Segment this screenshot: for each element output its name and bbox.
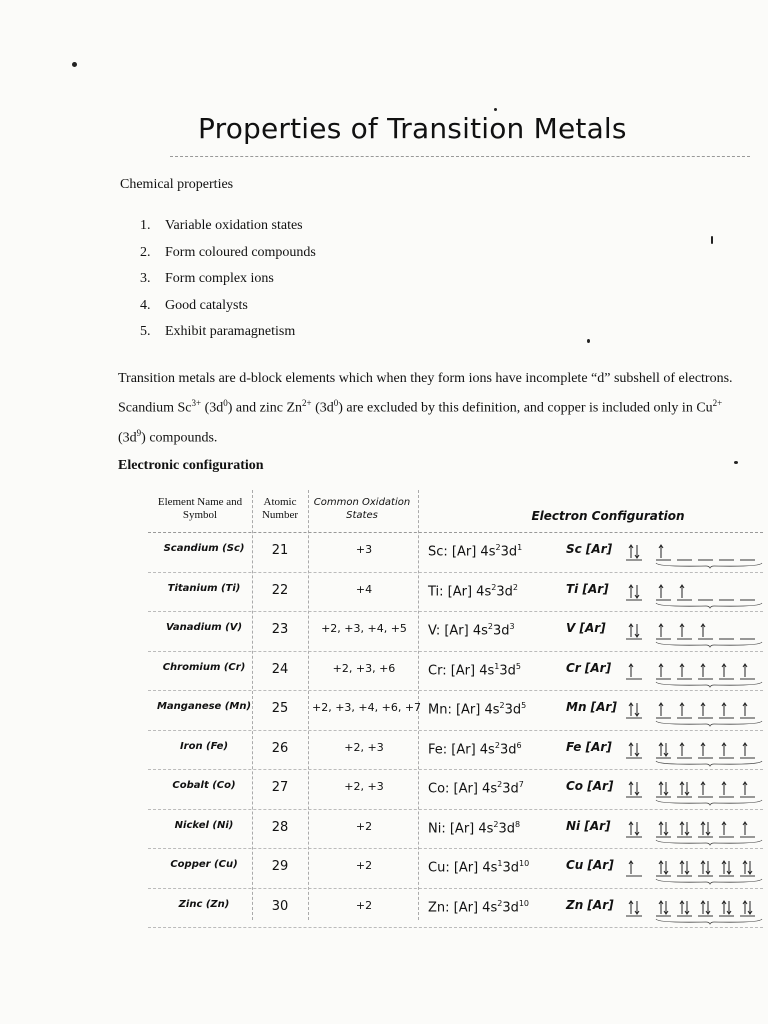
table-row — [148, 691, 763, 731]
spin-down-arrow — [706, 822, 710, 835]
spin-down-arrow — [635, 743, 639, 756]
orbital-brace — [656, 840, 762, 845]
spin-up-arrow — [659, 585, 663, 598]
orbital-label: Fe [Ar] — [566, 739, 612, 754]
oxidation-cell: +2, +3, +4, +5 — [321, 622, 407, 635]
spin-up-arrow — [680, 901, 684, 914]
spin-up-arrow — [680, 822, 684, 835]
configuration-cell: Ni: [Ar] $4s^23d^8$ — [428, 819, 521, 836]
spin-up-arrow — [680, 585, 684, 598]
header-atomic-number: Atomic Number — [261, 496, 299, 521]
orbital-label: Ni [Ar] — [566, 818, 611, 833]
orbital-brace — [656, 919, 762, 924]
atomic-number-cell: 24 — [271, 661, 289, 677]
header-oxidation-states: Common Oxidation States — [313, 497, 411, 521]
spin-down-arrow — [635, 703, 639, 716]
spin-down-arrow — [748, 901, 752, 914]
orbital-label: Ti [Ar] — [566, 581, 609, 596]
property-number: 2. — [140, 244, 151, 260]
oxidation-cell: +2, +3, +4, +6, +7 — [312, 701, 422, 714]
property-number: 5. — [140, 324, 151, 339]
spin-up-arrow — [722, 861, 726, 874]
configuration-cell: Mn: [Ar] $4s^23d^5$ — [428, 701, 527, 718]
element-cell: Cobalt (Co) — [172, 780, 236, 791]
spin-up-arrow — [743, 664, 747, 677]
orbital-diagram — [566, 737, 766, 767]
orbital-brace — [656, 642, 762, 647]
spin-down-arrow — [664, 743, 668, 756]
property-item — [140, 245, 316, 272]
oxidation-cell: +2, +3 — [344, 780, 384, 793]
spin-up-arrow — [680, 861, 684, 874]
atomic-number-cell: 26 — [271, 740, 289, 756]
title-underline — [170, 156, 750, 157]
oxidation-cell: +4 — [355, 582, 373, 596]
atomic-number-cell: 27 — [271, 780, 289, 795]
spin-up-arrow — [680, 743, 684, 756]
spin-down-arrow — [635, 782, 639, 795]
spin-up-arrow — [659, 743, 663, 756]
table-row — [148, 810, 763, 850]
spin-down-arrow — [635, 822, 639, 835]
property-item — [140, 298, 316, 325]
spin-down-arrow — [664, 822, 668, 835]
property-number: 4. — [140, 297, 151, 313]
element-cell: Zinc (Zn) — [178, 898, 230, 910]
configuration-cell: Zn: [Ar] $4s^23d^{10}$ — [428, 898, 530, 915]
atomic-number-cell: 29 — [271, 859, 289, 874]
table-row — [148, 849, 763, 889]
spin-up-arrow — [680, 624, 684, 637]
element-cell: Copper (Cu) — [170, 859, 238, 870]
spin-up-arrow — [701, 703, 705, 716]
spin-up-arrow — [743, 703, 747, 716]
spin-up-arrow — [680, 664, 684, 677]
configuration-cell: Co: [Ar] $4s^23d^7$ — [428, 780, 524, 797]
orbital-brace — [656, 879, 762, 884]
atomic-number-cell: 22 — [271, 582, 289, 598]
element-cell: Iron (Fe) — [179, 740, 229, 752]
scan-speck — [734, 461, 738, 464]
element-cell: Vanadium (V) — [165, 622, 243, 633]
header-electron-configuration: Electron Configuration — [531, 509, 685, 523]
table-row — [148, 533, 763, 573]
properties-list — [140, 218, 316, 351]
configuration-cell: Cu: [Ar] $4s^13d^{10}$ — [428, 859, 530, 876]
electronic-configuration-heading: Electronic configuration — [118, 458, 264, 473]
spin-up-arrow — [680, 782, 684, 795]
spin-up-arrow — [701, 782, 705, 795]
scan-speck — [587, 339, 590, 343]
orbital-brace — [656, 800, 762, 805]
spin-down-arrow — [685, 901, 689, 914]
spin-up-arrow — [743, 822, 747, 835]
spin-up-arrow — [659, 624, 663, 637]
spin-up-arrow — [629, 901, 633, 914]
spin-down-arrow — [664, 782, 668, 795]
element-cell: Titanium (Ti) — [167, 582, 241, 594]
orbital-diagram — [566, 776, 766, 806]
atomic-number-cell: 23 — [271, 622, 289, 637]
atomic-number-cell: 25 — [271, 701, 289, 716]
spin-up-arrow — [743, 901, 747, 914]
orbital-diagram — [566, 618, 766, 648]
table-header — [148, 490, 763, 533]
orbital-diagram — [566, 579, 766, 609]
oxidation-cell: +2 — [355, 859, 373, 872]
header-element: Element Name and Symbol — [157, 496, 243, 521]
spin-down-arrow — [706, 901, 710, 914]
table-row — [148, 770, 763, 810]
table-row — [148, 889, 763, 929]
oxidation-cell: +3 — [355, 543, 373, 556]
orbital-label: Cr [Ar] — [566, 660, 612, 675]
orbital-brace — [656, 761, 762, 766]
spin-up-arrow — [701, 664, 705, 677]
orbital-diagram — [566, 697, 766, 727]
spin-up-arrow — [629, 545, 633, 558]
element-cell: Chromium (Cr) — [162, 661, 246, 673]
orbital-label: Co [Ar] — [566, 779, 614, 793]
spin-up-arrow — [629, 664, 633, 677]
spin-up-arrow — [629, 782, 633, 795]
spin-down-arrow — [706, 861, 710, 874]
scan-speck — [494, 108, 497, 111]
spin-up-arrow — [629, 624, 633, 637]
orbital-diagram — [566, 658, 766, 688]
spin-up-arrow — [659, 822, 663, 835]
definition-paragraph: Transition metals are d-block elements which when they form ions have incomplete “d” subshell of electrons. Scandium $Sc^{3+}$ $(3d^0)$ and zinc $Zn^{2+}$ $(3d^0)$ are excluded by this definition, and copper is included only in $Cu^{2+}$ $(3d^9)$ compounds. — [118, 371, 733, 446]
spin-up-arrow — [701, 901, 705, 914]
orbital-label: Zn [Ar] — [566, 897, 614, 912]
spin-down-arrow — [685, 782, 689, 795]
spin-down-arrow — [635, 585, 639, 598]
orbital-label: Cu [Ar] — [566, 858, 614, 872]
orbital-diagram — [566, 895, 766, 925]
spin-down-arrow — [685, 822, 689, 835]
oxidation-cell: +2, +3 — [344, 740, 384, 754]
configuration-cell: Ti: [Ar] $4s^23d^2$ — [428, 582, 518, 599]
table-row — [148, 731, 763, 771]
property-text: Good catalysts — [165, 297, 248, 313]
oxidation-cell: +2 — [355, 819, 373, 833]
orbital-diagram — [566, 539, 766, 569]
property-item — [140, 218, 316, 245]
oxidation-cell: +2, +3, +6 — [332, 661, 396, 675]
chemical-properties-heading: Chemical properties — [120, 177, 234, 192]
spin-up-arrow — [722, 703, 726, 716]
configuration-cell: V: [Ar] $4s^23d^3$ — [428, 622, 515, 639]
orbital-diagram — [566, 855, 766, 885]
spin-up-arrow — [629, 703, 633, 716]
scan-speck — [72, 62, 77, 67]
spin-up-arrow — [722, 782, 726, 795]
property-text: Form complex ions — [165, 271, 274, 286]
spin-down-arrow — [748, 861, 752, 874]
configuration-cell: Sc: [Ar] $4s^23d^1$ — [428, 543, 523, 560]
spin-up-arrow — [722, 664, 726, 677]
spin-up-arrow — [722, 743, 726, 756]
spin-up-arrow — [659, 782, 663, 795]
spin-up-arrow — [722, 822, 726, 835]
atomic-number-cell: 30 — [271, 898, 289, 914]
spin-up-arrow — [701, 861, 705, 874]
orbital-brace — [656, 721, 762, 726]
configuration-cell: Fe: [Ar] $4s^23d^6$ — [428, 740, 522, 757]
spin-up-arrow — [659, 703, 663, 716]
table-row — [148, 573, 763, 613]
property-number: 3. — [140, 271, 151, 286]
orbital-brace — [656, 603, 762, 608]
orbital-label: Sc [Ar] — [566, 542, 613, 556]
orbital-diagram — [566, 816, 766, 846]
spin-down-arrow — [664, 861, 668, 874]
orbital-label: V [Ar] — [566, 621, 606, 635]
orbital-brace — [656, 682, 762, 687]
spin-up-arrow — [659, 545, 663, 558]
spin-up-arrow — [743, 743, 747, 756]
oxidation-cell: +2 — [355, 898, 373, 912]
spin-down-arrow — [727, 861, 731, 874]
property-text: Form coloured compounds — [165, 244, 316, 260]
element-cell: Scandium (Sc) — [163, 543, 245, 554]
table-body — [148, 533, 763, 928]
spin-up-arrow — [722, 901, 726, 914]
property-text: Exhibit paramagnetism — [165, 324, 296, 339]
table-row — [148, 652, 763, 692]
configuration-table — [148, 490, 763, 928]
property-number: 1. — [140, 218, 151, 233]
spin-up-arrow — [701, 624, 705, 637]
spin-down-arrow — [635, 624, 639, 637]
spin-up-arrow — [659, 901, 663, 914]
spin-up-arrow — [743, 861, 747, 874]
spin-up-arrow — [629, 822, 633, 835]
element-cell: Manganese (Mn) — [156, 701, 252, 712]
spin-down-arrow — [635, 901, 639, 914]
orbital-label: Mn [Ar] — [566, 700, 617, 714]
spin-up-arrow — [659, 664, 663, 677]
scan-speck — [711, 236, 713, 244]
spin-up-arrow — [701, 822, 705, 835]
spin-down-arrow — [685, 861, 689, 874]
spin-up-arrow — [629, 861, 633, 874]
spin-up-arrow — [701, 743, 705, 756]
spin-up-arrow — [680, 703, 684, 716]
spin-up-arrow — [659, 861, 663, 874]
property-item — [140, 324, 316, 351]
spin-up-arrow — [743, 782, 747, 795]
page-title: Properties of Transition Metals — [198, 112, 627, 145]
element-cell: Nickel (Ni) — [174, 819, 234, 831]
spin-up-arrow — [629, 585, 633, 598]
atomic-number-cell: 21 — [271, 543, 289, 558]
property-item — [140, 271, 316, 298]
configuration-cell: Cr: [Ar] $4s^13d^5$ — [428, 661, 521, 678]
spin-down-arrow — [664, 901, 668, 914]
orbital-brace — [656, 563, 762, 568]
table-row — [148, 612, 763, 652]
spin-up-arrow — [629, 743, 633, 756]
atomic-number-cell: 28 — [271, 819, 289, 835]
spin-down-arrow — [727, 901, 731, 914]
spin-down-arrow — [635, 545, 639, 558]
property-text: Variable oxidation states — [165, 218, 303, 233]
